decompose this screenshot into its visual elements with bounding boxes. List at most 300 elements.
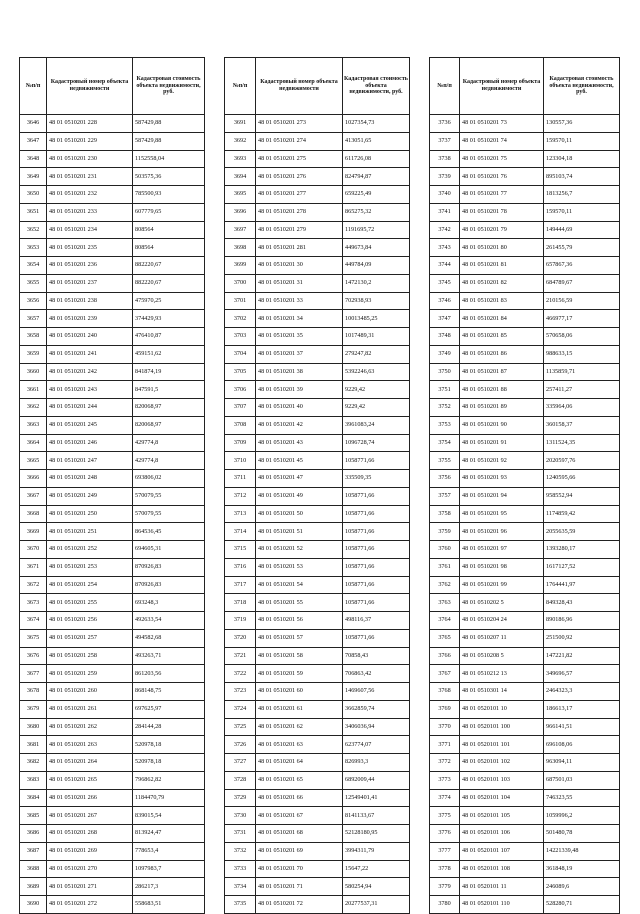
table-row [225,470,410,488]
row-number: 3712 [225,487,256,505]
header-cadastral-number: Кадастровый номер объекта недвижимости [256,58,343,115]
cadastral-value: 413051,65 [343,132,410,150]
cadastral-number: 48 01 0510201 96 [460,523,544,541]
cadastral-number: 48 01 0510201 91 [460,434,544,452]
row-number: 3689 [20,878,47,896]
table-row [225,115,410,133]
cadastral-value: 159570,11 [544,132,620,150]
table-row [430,736,620,754]
row-number: 3646 [20,115,47,133]
cadastral-value: 149444,69 [544,221,620,239]
table-header-row [430,58,620,115]
row-number: 3728 [225,771,256,789]
table-row [225,239,410,257]
row-number: 3761 [430,558,460,576]
table-row [20,221,205,239]
cadastral-number: 48 01 0510201 50 [256,505,343,523]
table-row [430,718,620,736]
table-row [225,700,410,718]
cadastral-number: 48 01 0510201 75 [460,150,544,168]
cadastral-value: 251500,92 [544,629,620,647]
cadastral-value: 820068,97 [133,416,205,434]
cadastral-number: 48 01 0510201 58 [256,647,343,665]
cadastral-number: 48 01 0510201 265 [47,771,133,789]
table-row [20,274,205,292]
cadastral-number: 48 01 0510201 74 [460,132,544,150]
table-row [20,629,205,647]
cadastral-number: 48 01 0510201 35 [256,328,343,346]
cadastral-value: 570079,55 [133,487,205,505]
header-cadastral-number: Кадастровый номер объекта недвижимости [47,58,133,115]
cadastral-value: 3662859,74 [343,700,410,718]
row-number: 3729 [225,789,256,807]
table-row [430,612,620,630]
table-row [225,523,410,541]
cadastral-value: 796862,82 [133,771,205,789]
header-cadastral-value: Кадастровая стоимость объекта недвижимости, руб. [133,58,205,115]
table-row [225,629,410,647]
table-row [20,576,205,594]
row-number: 3650 [20,186,47,204]
row-number: 3690 [20,896,47,914]
row-number: 3731 [225,825,256,843]
cadastral-number: 48 01 0510201 89 [460,399,544,417]
cadastral-number: 48 01 0510201 268 [47,825,133,843]
cadastral-number: 48 01 0510201 93 [460,470,544,488]
cadastral-value: 890186,96 [544,612,620,630]
row-number: 3717 [225,576,256,594]
table-row [430,328,620,346]
cadastral-number: 48 01 0510201 64 [256,754,343,772]
table-row [430,221,620,239]
table-row [225,896,410,914]
cadastral-number: 48 01 0510201 260 [47,683,133,701]
table-row [20,754,205,772]
cadastral-number: 48 01 0510201 267 [47,807,133,825]
cadastral-value: 1027354,73 [343,115,410,133]
cadastral-value: 824794,87 [343,168,410,186]
cadastral-number: 48 01 0510201 242 [47,363,133,381]
cadastral-value: 498116,37 [343,612,410,630]
cadastral-number: 48 01 0510201 98 [460,558,544,576]
table-row [225,718,410,736]
cadastral-number: 48 01 0510201 243 [47,381,133,399]
cadastral-value: 9229,42 [343,399,410,417]
row-number: 3713 [225,505,256,523]
table-row [225,203,410,221]
cadastral-value: 861203,56 [133,665,205,683]
row-number: 3758 [430,505,460,523]
cadastral-value: 657867,36 [544,257,620,275]
row-number: 3663 [20,416,47,434]
cadastral-number: 48 01 0510201 259 [47,665,133,683]
cadastral-number: 48 01 0510201 240 [47,328,133,346]
cadastral-number: 48 01 0510201 248 [47,470,133,488]
cadastral-number: 48 01 0510201 51 [256,523,343,541]
row-number: 3709 [225,434,256,452]
row-number: 3677 [20,665,47,683]
table-row [430,470,620,488]
cadastral-number: 48 01 0510201 86 [460,345,544,363]
cadastral-number: 48 01 0510201 246 [47,434,133,452]
table-row [20,239,205,257]
row-number: 3707 [225,399,256,417]
cadastral-number: 48 01 0510201 271 [47,878,133,896]
cadastral-value: 492633,54 [133,612,205,630]
cadastral-value: 1764441,97 [544,576,620,594]
table-row [225,487,410,505]
row-number: 3719 [225,612,256,630]
table-row [20,399,205,417]
cadastral-value: 459151,62 [133,345,205,363]
table-header-row [20,58,205,115]
table-row [430,878,620,896]
cadastral-number: 48 01 0510201 235 [47,239,133,257]
cadastral-value: 1813256,7 [544,186,620,204]
table-row [225,807,410,825]
row-number: 3745 [430,274,460,292]
cadastral-value: 520978,18 [133,754,205,772]
header-num: №п/п [430,58,460,115]
table-row [430,115,620,133]
row-number: 3755 [430,452,460,470]
table-row [430,558,620,576]
cadastral-number: 48 01 0510201 245 [47,416,133,434]
cadastral-number: 48 01 0510207 11 [460,629,544,647]
cadastral-number: 48 01 0510201 263 [47,736,133,754]
cadastral-number: 48 01 0510201 60 [256,683,343,701]
table-row [225,771,410,789]
table-row [20,523,205,541]
row-number: 3763 [430,594,460,612]
table-row [20,505,205,523]
row-number: 3700 [225,274,256,292]
cadastral-number: 48 01 0510201 275 [256,150,343,168]
row-number: 3695 [225,186,256,204]
cadastral-value: 1058771,66 [343,452,410,470]
cadastral-number: 48 01 0510201 241 [47,345,133,363]
cadastral-value: 895103,74 [544,168,620,186]
table-row [430,700,620,718]
row-number: 3682 [20,754,47,772]
row-number: 3724 [225,700,256,718]
cadastral-value: 849328,43 [544,594,620,612]
cadastral-number: 48 01 0520101 110 [460,896,544,914]
cadastral-value: 360158,37 [544,416,620,434]
cadastral-value: 1152558,04 [133,150,205,168]
table-row [430,771,620,789]
cadastral-value: 868148,75 [133,683,205,701]
row-number: 3759 [430,523,460,541]
table-row [430,150,620,168]
cadastral-number: 48 01 0510201 88 [460,381,544,399]
cadastral-number: 48 01 0510201 254 [47,576,133,594]
table-row [225,416,410,434]
cadastral-number: 48 01 0520101 10 [460,700,544,718]
row-number: 3656 [20,292,47,310]
cadastral-value: 429774,8 [133,434,205,452]
cadastral-number: 48 01 0510201 229 [47,132,133,150]
cadastral-value: 693248,3 [133,594,205,612]
cadastral-value: 520978,18 [133,736,205,754]
row-number: 3733 [225,860,256,878]
row-number: 3696 [225,203,256,221]
cadastral-value: 865275,32 [343,203,410,221]
row-number: 3671 [20,558,47,576]
row-number: 3765 [430,629,460,647]
cadastral-number: 48 01 0510201 251 [47,523,133,541]
cadastral-number: 48 01 0510201 30 [256,257,343,275]
cadastral-value: 1058771,66 [343,576,410,594]
table-row [20,665,205,683]
row-number: 3652 [20,221,47,239]
cadastral-number: 48 01 0520101 104 [460,789,544,807]
cadastral-value: 466977,17 [544,310,620,328]
cadastral-number: 48 01 0510201 92 [460,452,544,470]
row-number: 3648 [20,150,47,168]
cadastral-value: 864536,45 [133,523,205,541]
table-row [430,505,620,523]
cadastral-number: 48 01 0510201 57 [256,629,343,647]
table-row [20,150,205,168]
row-number: 3748 [430,328,460,346]
table-row [20,878,205,896]
cadastral-number: 48 01 0510201 69 [256,842,343,860]
table-row [430,860,620,878]
row-number: 3735 [225,896,256,914]
cadastral-number: 48 01 0510201 99 [460,576,544,594]
cadastral-number: 48 01 0510201 277 [256,186,343,204]
row-number: 3681 [20,736,47,754]
row-number: 3727 [225,754,256,772]
row-number: 3750 [430,363,460,381]
table-row [225,168,410,186]
cadastral-value: 963094,11 [544,754,620,772]
table-row [20,541,205,559]
table-row [430,754,620,772]
cadastral-value: 12549401,41 [343,789,410,807]
cadastral-value: 3961083,24 [343,416,410,434]
cadastral-value: 746323,55 [544,789,620,807]
table-row [20,168,205,186]
cadastral-value: 841874,19 [133,363,205,381]
table-header-row [225,58,410,115]
cadastral-value: 8141133,67 [343,807,410,825]
cadastral-value: 1058771,66 [343,487,410,505]
cadastral-value: 882220,67 [133,257,205,275]
cadastral-number: 48 01 0510201 276 [256,168,343,186]
cadastral-number: 48 01 0520101 105 [460,807,544,825]
cadastral-number: 48 01 0510201 87 [460,363,544,381]
cadastral-value: 813924,47 [133,825,205,843]
row-number: 3666 [20,470,47,488]
cadastral-number: 48 01 0510201 34 [256,310,343,328]
row-number: 3692 [225,132,256,150]
table-row [225,345,410,363]
cadastral-value: 10013485,25 [343,310,410,328]
table-row [430,416,620,434]
row-number: 3662 [20,399,47,417]
row-number: 3726 [225,736,256,754]
table-row [430,363,620,381]
cadastral-number: 48 01 0510201 54 [256,576,343,594]
cadastral-value: 14221339,48 [544,842,620,860]
table-row [20,434,205,452]
cadastral-number: 48 01 0510201 55 [256,594,343,612]
row-number: 3741 [430,203,460,221]
cadastral-number: 48 01 0510201 78 [460,203,544,221]
cadastral-number: 48 01 0510201 232 [47,186,133,204]
row-number: 3757 [430,487,460,505]
cadastral-number: 48 01 0520101 103 [460,771,544,789]
row-number: 3661 [20,381,47,399]
cadastral-number: 48 01 0510201 53 [256,558,343,576]
cadastral-number: 48 01 0520101 106 [460,825,544,843]
cadastral-value: 1174859,42 [544,505,620,523]
table-row [225,221,410,239]
table-row [225,825,410,843]
row-number: 3664 [20,434,47,452]
cadastral-value: 820068,97 [133,399,205,417]
table-row [20,612,205,630]
table-row [20,452,205,470]
table-row [225,789,410,807]
cadastral-value: 349696,57 [544,665,620,683]
header-cadastral-value: Кадастровая стоимость объекта недвижимости, руб. [544,58,620,115]
table-row [430,239,620,257]
row-number: 3746 [430,292,460,310]
cadastral-number: 48 01 0510201 42 [256,416,343,434]
table-row [20,558,205,576]
table-row [20,842,205,860]
cadastral-number: 48 01 0510201 37 [256,345,343,363]
row-number: 3654 [20,257,47,275]
cadastral-number: 48 01 0510201 244 [47,399,133,417]
table-row [430,807,620,825]
row-number: 3747 [430,310,460,328]
table-row [430,541,620,559]
cadastral-value: 697625,97 [133,700,205,718]
cadastral-value: 870926,83 [133,576,205,594]
row-number: 3743 [430,239,460,257]
cadastral-number: 48 01 0510201 71 [256,878,343,896]
cadastral-value: 1058771,66 [343,558,410,576]
cadastral-number: 48 01 0510201 236 [47,257,133,275]
cadastral-value: 1058771,66 [343,541,410,559]
cadastral-number: 48 01 0520101 108 [460,860,544,878]
row-number: 3740 [430,186,460,204]
cadastral-number: 48 01 0520101 11 [460,878,544,896]
cadastral-value: 882220,67 [133,274,205,292]
table-row [225,576,410,594]
cadastral-number: 48 01 0510201 231 [47,168,133,186]
row-number: 3737 [430,132,460,150]
row-number: 3738 [430,150,460,168]
cadastral-number: 48 01 0510201 84 [460,310,544,328]
cadastral-number: 48 01 0510201 38 [256,363,343,381]
cadastral-value: 2020597,76 [544,452,620,470]
cadastral-number: 48 01 0510201 31 [256,274,343,292]
row-number: 3694 [225,168,256,186]
row-number: 3732 [225,842,256,860]
cadastral-number: 48 01 0510201 233 [47,203,133,221]
cadastral-value: 494582,68 [133,629,205,647]
header-cadastral-number: Кадастровый номер объекта недвижимости [460,58,544,115]
cadastral-value: 279247,82 [343,345,410,363]
row-number: 3725 [225,718,256,736]
cadastral-number: 48 01 0510201 72 [256,896,343,914]
cadastral-number: 48 01 0510201 272 [47,896,133,914]
row-number: 3688 [20,860,47,878]
cadastral-value: 52128180,95 [343,825,410,843]
cadastral-number: 48 01 0510201 249 [47,487,133,505]
row-number: 3705 [225,363,256,381]
table-row [430,825,620,843]
cadastral-number: 48 01 0510201 270 [47,860,133,878]
table-row [430,274,620,292]
cadastral-number: 48 01 0510201 52 [256,541,343,559]
cadastral-number: 48 01 0510201 273 [256,115,343,133]
table-row [225,558,410,576]
cadastral-value: 3406036,94 [343,718,410,736]
table-row [430,399,620,417]
row-number: 3659 [20,345,47,363]
row-number: 3676 [20,647,47,665]
cadastral-value: 1097983,7 [133,860,205,878]
row-number: 3777 [430,842,460,860]
row-number: 3665 [20,452,47,470]
cadastral-number: 48 01 0510201 266 [47,789,133,807]
cadastral-value: 607779,65 [133,203,205,221]
table-row [20,487,205,505]
table-row [225,505,410,523]
cadastral-number: 48 01 0510201 278 [256,203,343,221]
cadastral-number: 48 01 0510201 262 [47,718,133,736]
row-number: 3714 [225,523,256,541]
cadastral-value: 785500,93 [133,186,205,204]
cadastral-value: 966141,51 [544,718,620,736]
table-row [430,594,620,612]
row-number: 3673 [20,594,47,612]
cadastral-number: 48 01 0510201 257 [47,629,133,647]
row-number: 3756 [430,470,460,488]
table-row [225,274,410,292]
row-number: 3708 [225,416,256,434]
cadastral-value: 870926,83 [133,558,205,576]
table-row [225,452,410,470]
table-row [430,896,620,914]
row-number: 3754 [430,434,460,452]
row-number: 3674 [20,612,47,630]
cadastral-value: 808564 [133,221,205,239]
cadastral-number: 48 01 0510201 76 [460,168,544,186]
cadastral-value: 429774,8 [133,452,205,470]
table-row [430,629,620,647]
cadastral-number: 48 01 0510201 238 [47,292,133,310]
cadastral-number: 48 01 0510201 228 [47,115,133,133]
table-row [20,789,205,807]
cadastral-number: 48 01 0510201 63 [256,736,343,754]
cadastral-value: 1472130,2 [343,274,410,292]
table-row [225,754,410,772]
row-number: 3658 [20,328,47,346]
row-number: 3686 [20,825,47,843]
cadastral-value: 623774,07 [343,736,410,754]
table-row [430,789,620,807]
row-number: 3764 [430,612,460,630]
table-row [430,842,620,860]
row-number: 3680 [20,718,47,736]
